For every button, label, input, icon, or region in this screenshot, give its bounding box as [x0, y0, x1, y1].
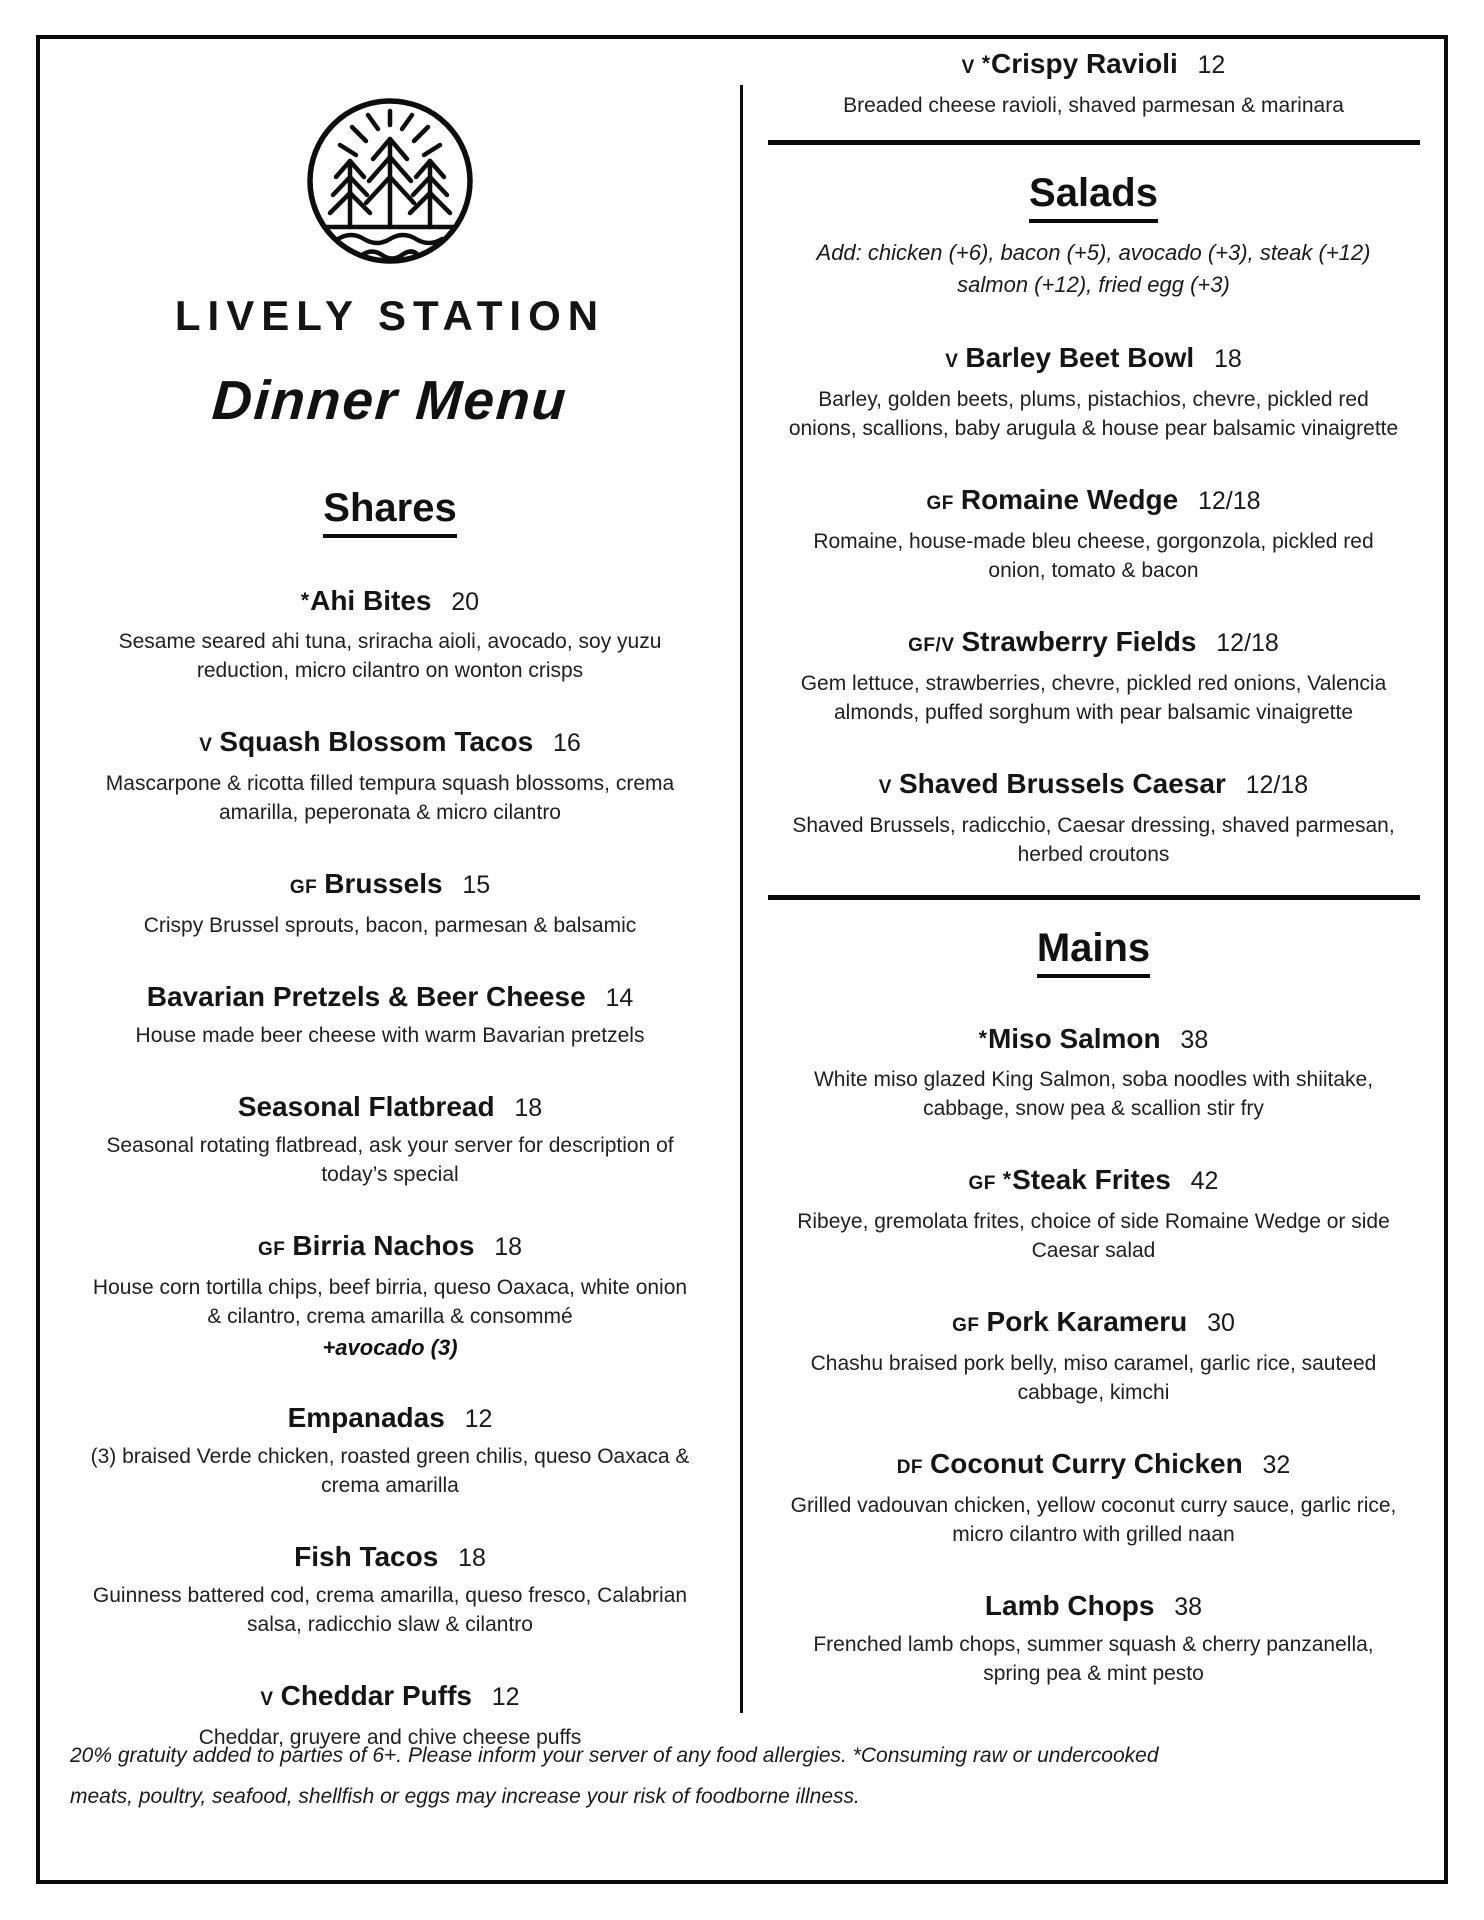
diet-tag: GF	[952, 1315, 980, 1336]
menu-item-title	[743, 1163, 1444, 1201]
item-price: 18	[458, 1544, 486, 1572]
menu-item-title	[743, 341, 1444, 379]
diet-tag: V	[260, 1689, 274, 1710]
menu-item-title	[743, 767, 1444, 805]
item-price: 15	[462, 871, 491, 899]
menu-item-lamb-chops	[743, 1589, 1444, 1688]
item-name: Steak Frites	[1012, 1164, 1171, 1195]
menu-item-title	[40, 1229, 740, 1267]
menu-item-fish-tacos	[40, 1540, 740, 1639]
pine-trees-sun-waves-icon	[290, 89, 490, 274]
item-name: Birria Nachos	[292, 1230, 475, 1261]
restaurant-logo	[40, 89, 740, 274]
item-price: 12/18	[1216, 629, 1279, 657]
menu-item-steak-frites	[743, 1163, 1444, 1265]
item-description: (3) braised Verde chicken, roasted green chilis, queso Oaxaca & crema amarilla	[90, 1445, 690, 1497]
menu-item-romaine-wedge	[743, 483, 1444, 585]
diet-tag: DF	[896, 1457, 924, 1478]
item-name: Lamb Chops	[984, 1590, 1155, 1621]
diet-tag: GF	[926, 493, 954, 514]
diet-tag: GF	[968, 1173, 996, 1194]
item-description: Ribeye, gremolata frites, choice of side Romaine Wedge or side Caesar salad	[797, 1210, 1390, 1262]
menu-item-miso-salmon	[743, 1022, 1444, 1123]
diet-tag: V	[199, 735, 213, 756]
item-price: 16	[552, 729, 581, 757]
item-description: Mascarpone & ricotta filled tempura squash blossoms, crema amarilla, peperonata & micro cilantro	[105, 772, 675, 824]
item-name: Brussels	[324, 868, 443, 899]
menu-item-title	[40, 584, 740, 621]
item-description: Seasonal rotating flatbread, ask your server for description of today’s special	[106, 1134, 674, 1186]
menu-item-title	[40, 1090, 740, 1125]
item-description: Guinness battered cod, crema amarilla, queso fresco, Calabrian salsa, radicchio slaw & cilantro	[92, 1584, 688, 1636]
item-price: 12	[1197, 51, 1226, 79]
diet-tag: GF	[289, 877, 318, 898]
item-name: Cheddar Puffs	[280, 1680, 472, 1711]
item-name: Crispy Ravioli	[991, 48, 1178, 79]
section-divider-rule	[768, 895, 1420, 900]
menu-title: Dinner Menu	[210, 369, 570, 431]
item-name: Ahi Bites	[310, 585, 432, 616]
diet-tag: GF/V	[908, 635, 955, 656]
menu-item-title	[743, 1447, 1444, 1485]
item-name: Barley Beet Bowl	[965, 342, 1195, 373]
item-name: Seasonal Flatbread	[237, 1091, 495, 1122]
menu-item-empanadas	[40, 1401, 740, 1500]
menu-item-coconut-curry-chicken	[743, 1447, 1444, 1549]
menu-item-bavarian-pretzels	[40, 980, 740, 1050]
item-description: Frenched lamb chops, summer squash & cherry panzanella, spring pea & mint pesto	[813, 1633, 1374, 1685]
item-name: Shaved Brussels Caesar	[898, 768, 1226, 799]
diet-tag: V	[878, 777, 892, 798]
item-price: 12/18	[1245, 771, 1309, 799]
item-name: Strawberry Fields	[961, 626, 1197, 657]
item-description: Breaded cheese ravioli, shaved parmesan & marinara	[843, 94, 1344, 117]
item-description: Shaved Brussels, radicchio, Caesar dressing, shaved parmesan, herbed croutons	[792, 814, 1395, 866]
brand-name: LIVELY STATION	[174, 292, 606, 339]
item-price: 12	[491, 1683, 520, 1711]
item-price: 14	[605, 984, 634, 1012]
raw-asterisk: *	[978, 1027, 987, 1050]
item-price: 38	[1174, 1593, 1203, 1621]
menu-item-squash-blossom-tacos	[40, 725, 740, 827]
item-price: 20	[451, 588, 480, 616]
item-name: Miso Salmon	[987, 1023, 1161, 1054]
diet-tag: V	[945, 351, 959, 372]
diet-tag: GF	[257, 1239, 286, 1260]
salads-addons-line2: salmon (+12), fried egg (+3)	[957, 272, 1230, 297]
menu-item-title	[40, 1401, 740, 1436]
menu-item-title	[743, 47, 1444, 85]
menu-item-title	[743, 625, 1444, 663]
item-description: Gem lettuce, strawberries, chevre, pickled red onions, Valencia almonds, puffed sorghum with pear balsamic vinaigrette	[800, 672, 1387, 724]
item-description: Grilled vadouvan chicken, yellow coconut curry sauce, garlic rice, micro cilantro with grilled naan	[790, 1494, 1397, 1546]
diet-tag: V	[961, 57, 975, 78]
item-price: 30	[1207, 1309, 1235, 1337]
menu-item-title	[40, 867, 740, 905]
menu-item-crispy-ravioli	[743, 47, 1444, 120]
menu-item-strawberry-fields	[743, 625, 1444, 727]
salads-heading: Salads	[743, 171, 1444, 223]
item-name: Fish Tacos	[294, 1541, 439, 1572]
item-price: 12	[464, 1405, 493, 1433]
item-price: 18	[494, 1233, 523, 1261]
menu-item-title	[743, 483, 1444, 521]
menu-item-brussels	[40, 867, 740, 940]
menu-item-title	[40, 1540, 740, 1575]
item-name: Romaine Wedge	[960, 484, 1179, 515]
right-column	[743, 39, 1444, 1688]
item-description: Chashu braised pork belly, miso caramel, garlic rice, sauteed cabbage, kimchi	[810, 1352, 1377, 1404]
item-name: Squash Blossom Tacos	[219, 726, 534, 757]
item-description: Barley, golden beets, plums, pistachios, chevre, pickled red onions, scallions, baby arugula & house pear balsamic vinaigrette	[788, 388, 1399, 440]
disclaimer-line1: 20% gratuity added to parties of 6+. Please inform your server of any food allergies. *Consuming raw or undercooked	[70, 1744, 1159, 1767]
shares-heading: Shares	[40, 486, 740, 538]
menu-item-shaved-brussels-caesar	[743, 767, 1444, 869]
raw-asterisk: *	[1002, 1168, 1012, 1191]
item-price: 38	[1180, 1026, 1209, 1054]
item-description: Romaine, house-made bleu cheese, gorgonzola, pickled red onion, tomato & bacon	[813, 530, 1374, 582]
item-price: 32	[1262, 1451, 1291, 1479]
item-name: Pork Karameru	[986, 1306, 1188, 1337]
raw-asterisk: *	[981, 52, 991, 75]
item-name: Empanadas	[287, 1402, 445, 1433]
menu-item-barley-beet-bowl	[743, 341, 1444, 443]
menu-item-title	[40, 725, 740, 763]
salads-addons-note	[743, 237, 1444, 301]
item-price: 42	[1190, 1167, 1219, 1195]
menu-item-pork-karameru	[743, 1305, 1444, 1407]
item-name: Coconut Curry Chicken	[930, 1448, 1243, 1479]
mains-heading: Mains	[743, 926, 1444, 978]
item-description: House made beer cheese with warm Bavarian pretzels	[135, 1024, 645, 1047]
raw-asterisk: *	[300, 589, 310, 612]
item-description: House corn tortilla chips, beef birria, queso Oaxaca, white onion & cilantro, crema amarilla & consommé	[92, 1276, 688, 1328]
salads-addons-line1: Add: chicken (+6), bacon (+5), avocado (+3), steak (+12)	[816, 240, 1371, 265]
menu-item-title	[743, 1305, 1444, 1343]
menu-item-title	[743, 1589, 1444, 1624]
gratuity-allergy-disclaimer	[70, 1735, 1410, 1817]
item-price: 18	[514, 1094, 543, 1122]
item-description: White miso glazed King Salmon, soba noodles with shiitake, cabbage, snow pea & scallion stir fry	[813, 1068, 1374, 1120]
left-column	[40, 39, 740, 1752]
disclaimer-line2: meats, poultry, seafood, shellfish or eggs may increase your risk of foodborne illness.	[70, 1785, 860, 1808]
section-divider-rule	[768, 140, 1420, 145]
menu-item-title	[40, 980, 740, 1015]
menu-item-title	[40, 1679, 740, 1717]
menu-item-seasonal-flatbread	[40, 1090, 740, 1189]
item-price: 18	[1213, 345, 1242, 373]
item-description: Sesame seared ahi tuna, sriracha aioli, avocado, soy yuzu reduction, micro cilantro on wonton crisps	[118, 630, 662, 682]
item-description: Cheddar, gruyere and chive cheese puffs	[198, 1726, 582, 1749]
menu-item-birria-nachos	[40, 1229, 740, 1361]
menu-item-title	[743, 1022, 1444, 1059]
item-name: Bavarian Pretzels & Beer Cheese	[146, 981, 586, 1012]
menu-item-ahi-bites	[40, 584, 740, 685]
item-price: 12/18	[1197, 487, 1261, 515]
item-addon-note: +avocado (3)	[322, 1335, 458, 1360]
item-description: Crispy Brussel sprouts, bacon, parmesan & balsamic	[143, 914, 637, 937]
